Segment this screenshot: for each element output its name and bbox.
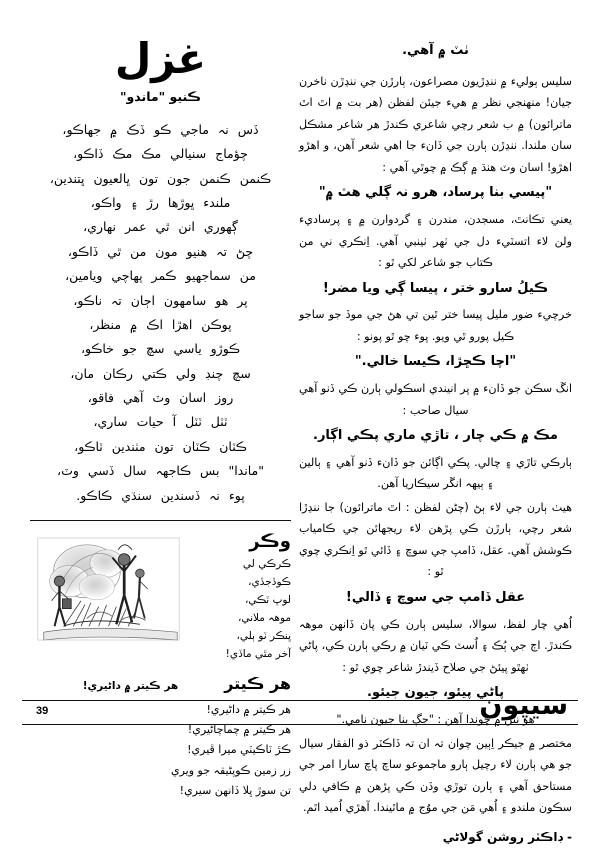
verse-line: پر هو سامهون اڄان تہ ناڪو، [73,292,248,308]
verse-line: سچ چنڊ ولي ڪتي رڪان مان، [70,365,251,381]
verse-line: چؤماج سنيالي مڪ مڪ ڏاڪو، [73,146,248,162]
verse-line: پوڪن اهڙا اڪ ۾ منظر، [89,316,232,332]
wakar-line: موهہ ملاني، [237,612,291,624]
fire-and-figures-illustration [30,529,187,649]
article-quote: مڪ ۾ ڪي چار ، تاڙي ماري پڪي اڳار. [313,428,558,444]
verse-line: چڻ تہ هنيو مون من ٿي ڏاڪو، [67,243,254,259]
verse-line: ڪٽان ڪٽان تون مٺندين ٽاڪو، [74,438,247,454]
wakar-line: ڪرڪي لي [242,558,291,571]
article-title: ٺٽ ۾ آهي. [402,43,469,58]
wakar-line: ڪوڏجڏي، [248,576,291,589]
har-kaitar-line: ڪڙ ٽاڪيٽي ميرا ڦيري! [187,743,291,757]
verse-line: "ماندا" بس ڪاجهہ سال ڏسي وٽ، [57,463,264,479]
article-paragraph: يعني تڪانٿ، مسجدن، مندرن ۽ گردوارن ۾ ۽ پرساديء ولن لاء اتسٽيء دل جي ٺهر ٺينبي آهي. اِنڪري ني من ڪتاب جو شاعر لکي ٿو : [299,213,572,270]
author-signature: - ڊاڪٽر روشن گولاڻي [442,829,572,844]
har-kaitar-title: هر ڪيتر [224,673,291,693]
ghazal-byline: ڪنيو "ماندو" [120,89,201,104]
wakar-line-list [195,556,291,663]
har-kaitar-line: تن سوڙ ڀلا ڏانهن سيري! [179,783,291,797]
ghazal-title: غزل [114,34,207,83]
verse-line: من سماجهيو ڪمر پهاچي ويامين، [65,268,256,284]
article-quote: پاڻي پيئو، جيون جيئو. [367,685,504,701]
article-quote: عقل ڏامپ جي سوچ ۽ ڏالي! [345,589,526,605]
fire-base [63,601,145,627]
footer-rule-bottom [22,724,578,725]
verse-line: ڳهوري انن ٿي عمر نهاري، [83,219,238,235]
article-paragraph: هيٺ ٻارن جي لاء ٻڻ (چڻن لفظن : اٿ ماترائون) جا ننڍڙا شعر رچي، ٻارڙن ڪي پڙهن لاء ريجهائن جي ڪامياب ڪوشش آهي. عقل، ڏامپ جي سوچ ۽ ڏائي ٿو اِنڪري چوي ٿو : [299,500,572,579]
har-kaitar-subtitle: هر ڪيتر ۾ داڻيري! [82,679,179,692]
ghazal-verse-list [30,118,291,508]
verse-line: ملندء ڀوڙها رڙ ۽ واڪو، [90,195,231,210]
article-paragraph: خرچيء ضور مليل پيسا ختر ٿين تي هڻ جي موڏ جو ساجو ڪيل پورو ٿي ويو. پوء چو ٿو پونو : [299,308,572,343]
verse-line: پوء نہ ڏسندين سنڌي ڪاڪو. [76,487,245,503]
verse-line: ٽٽل ٽٽل آ حيات ساري، [93,414,228,430]
har-kaitar-line: زر زمين ڪوپڻيقہ جو ويري [171,763,291,777]
har-kaitar-line: هر ڪيتر ۾ چماچاڻيري! [187,722,291,736]
article-paragraph: هو نئن ۾ چوندا آهن : "جڳ بنا جيون نامي." [336,713,535,727]
article-paragraph: ٻارڪي تاڙي ۽ چالي. پڪي اڳائن جو ڏانء ڏنو آهي ۽ ٻالين ۽ ٻيهہ انڱر سيڪاريا آهن. [299,455,572,491]
magazine-masthead: سيپون [479,690,568,721]
article-paragraph: سليس ٻوليء ۾ ننڍڙيون مصراعون، ٻارڙن جي ننڍڙن ناخرن جيان! منهنجي نظر ۾ هيء جيئن لفظن (هر بت ۾ اٿ اٿ ماترائون) ۾ ب شعر رچي شاعري ڪندڙ هر شاعر مشڪل سان ملندا. ننڍڙن ٻارن جي ڏانء جا اهي شعر آهن، و اهڙو اهڙو! اسان وٽ هنڌ ۾ ڳڪ ۾ چوٿي آهي : [299,74,572,174]
verse-line: روز اسان وٽ آهي فاقو، [87,390,234,405]
figure-right [134,569,148,618]
wakar-section [30,529,291,664]
har-kaitar-line: هر ڪيتر ۾ داڻيري! [206,702,291,716]
ground-line [44,628,177,640]
article-paragraph: اُهي چار لفظ، سوالا، سليس ٻارن ڪي پان ڏانهن موهہ ڪندڙ. اڄ جي ٻُڪ ۽ اُسٽ ڪي ٽيان ۾ رڪي ٻارن ڪي، پاڻي ٺهٿو پيئڻ جي صلاح ڏيندڙ شاعر چوي ٿو : [299,617,572,674]
verse-line: ڪوڙو ياسي سچ جو خاڪو، [80,341,241,357]
article-quote: ڪيلُ سارو ختر ، پيسا ڳي ويا مضر! [322,280,549,296]
verse-line: ڏس نہ ماجي ڪو ڏڪ ۾ جهاڪو، [62,121,259,137]
verse-line: ڪنمن ڪنمن جون تون ڀالعيون ڀتندين، [49,170,272,186]
article-paragraph: مختصر ۾ جيڪر اِٻين چوان تہ ان تہ ڏاڪٽر ذو الفقار سيال جو هي ٻارن لاء رچيل ٻارو ماجموعو ساچ پاچ سارا امر جي مستاحق آهي ۽ ٻارن توڙي وڏن ڪي پڙهن ۾ ڪافي دلي سڪون ملندو ۽ اُهي مَن جي موُج ۾ ماٿيندا. آهڙي اُميد اٿم. [299,736,572,815]
wakar-line: لوپ ٽڪي، [244,594,291,607]
wakar-text-block [195,529,291,664]
wakar-line: آخر مٿي ماڏي! [225,647,291,660]
har-kaitar-heading-row [30,670,291,698]
article-paragraph: انڱ سڪن جو ڏانء ۾ پر انيندي اسڪولي ٻارن ڪي ڏنو آهي سيال صاحب : [299,382,572,417]
left-column-poems [24,24,295,801]
section-divider [30,520,291,521]
page-number: 39 [36,705,49,717]
wakar-title: وڪر [249,530,291,552]
wakar-line: ڀنڪر ٽو ٻلي، [236,629,291,642]
article-quote: "پيسي بنا پرساد، هرو نہ ڳلي هٽ ۾" [318,185,553,201]
article-quote: "اچا ڪڇڙا، ڪيسا خالي." [354,354,517,370]
